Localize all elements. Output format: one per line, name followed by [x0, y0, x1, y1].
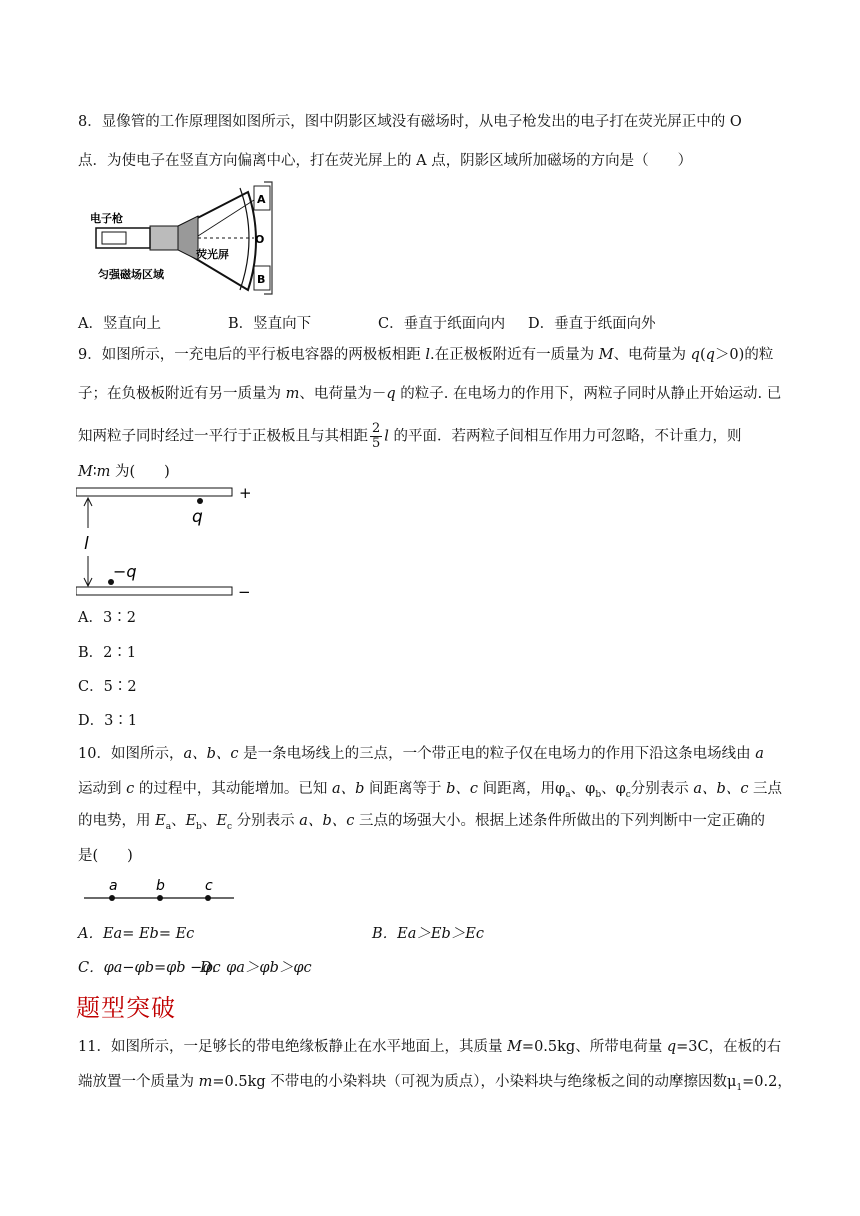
q10-line-4: 是( )	[78, 848, 133, 864]
q9-option-c: C．5∶2	[78, 679, 137, 695]
minus-sign: −	[238, 583, 251, 601]
plus-sign: +	[239, 484, 252, 502]
q11-line-2: 端放置一个质量为 m=0.5kg 不带电的小染料块（可视为质点），小染料块与绝缘板之间的动摩擦因数$\mu_1=0.2$，	[78, 1074, 792, 1093]
charge-q: q	[192, 507, 203, 527]
q9-option-d: D．3∶1	[78, 713, 138, 729]
q8-option-c: C．垂直于纸面向内	[378, 316, 506, 332]
q9-line-2: 子；在负极板附近有另一质量为 m、电荷量为－q 的粒子. 在电场力的作用下，两粒子同时从静止开始运动. 已	[78, 386, 782, 402]
point-b: b	[156, 878, 165, 894]
field-label: 匀强磁场区域	[98, 268, 164, 281]
q10-option-d: D．φa＞φb＞φc	[200, 960, 312, 976]
q8-option-d: D．垂直于纸面向外	[528, 316, 656, 332]
label-b: B	[257, 273, 266, 286]
q8-option-b: B．竖直向下	[228, 316, 312, 332]
gun-label: 电子枪	[90, 212, 123, 225]
q9-line-4: M∶m 为( )	[78, 464, 170, 480]
point-a: a	[109, 878, 118, 894]
crt-diagram	[88, 178, 278, 298]
charge-neg-q: −q	[113, 562, 137, 581]
fraction-two-fifths: $\frac{2}{5}$	[372, 421, 381, 451]
q10-option-a: A．Ea= Eb= Ec	[78, 926, 195, 942]
label-a: A	[257, 193, 266, 206]
section-title: 题型突破	[76, 994, 176, 1022]
q8-line-2: 点．为使电子在竖直方向偏离中心，打在荧光屏上的 A 点，阴影区域所加磁场的方向是（ ）	[78, 153, 693, 169]
q10-option-b: B．Ea＞Eb＞Ec	[372, 926, 484, 942]
q10-line-1: 10．如图所示，a、b、c 是一条电场线上的三点，一个带正电的粒子仅在电场力的作用下沿这条电场线由 a	[78, 746, 764, 762]
q11-line-1: 11．如图所示，一足够长的带电绝缘板静止在水平地面上，其质量 M=0.5kg、所带电荷量 q=3C，在板的右	[78, 1039, 782, 1055]
screen-label: 荧光屏	[196, 248, 229, 261]
q10-option-c: C．φa−φb=φb −φc	[78, 960, 221, 976]
q9-line-3: 知两粒子同时经过一平行于正极板且与其相距 $\frac{2}{5}$ l 的平面．若两粒子间相互作用力可忽略，不计重力，则	[78, 421, 742, 451]
capacitor-diagram	[76, 484, 256, 604]
q9-option-b: B．2∶1	[78, 645, 137, 661]
q8-option-a: A．竖直向上	[78, 316, 161, 332]
q9-option-a: A．3∶2	[78, 610, 136, 626]
label-o: O	[255, 233, 265, 246]
q9-line-1: 9．如图所示，一充电后的平行板电容器的两极板相距 l.在正极板附近有一质量为 M、电荷量为 q(q＞0)的粒	[78, 347, 774, 363]
q10-line-3: 的电势，用 $E_a$、$E_b$、$E_c$ 分别表示 a、b、c 三点的场强大小。根据上述条件所做出的下列判断中一定正确的	[78, 813, 765, 832]
field-line-diagram	[84, 876, 244, 906]
q8-line-1: 8．显像管的工作原理图如图所示，图中阴影区域没有磁场时，从电子枪发出的电子打在荧光屏正中的 O	[78, 114, 742, 130]
q10-line-2: 运动到 c 的过程中，其动能增加。已知 a、b 间距离等于 b、c 间距离，用$\varphi_a$、$\varphi_b$、$\varphi_c$分别表示 a、b、c 三点	[78, 781, 783, 800]
distance-l: l	[84, 534, 89, 554]
point-c: c	[205, 878, 213, 894]
